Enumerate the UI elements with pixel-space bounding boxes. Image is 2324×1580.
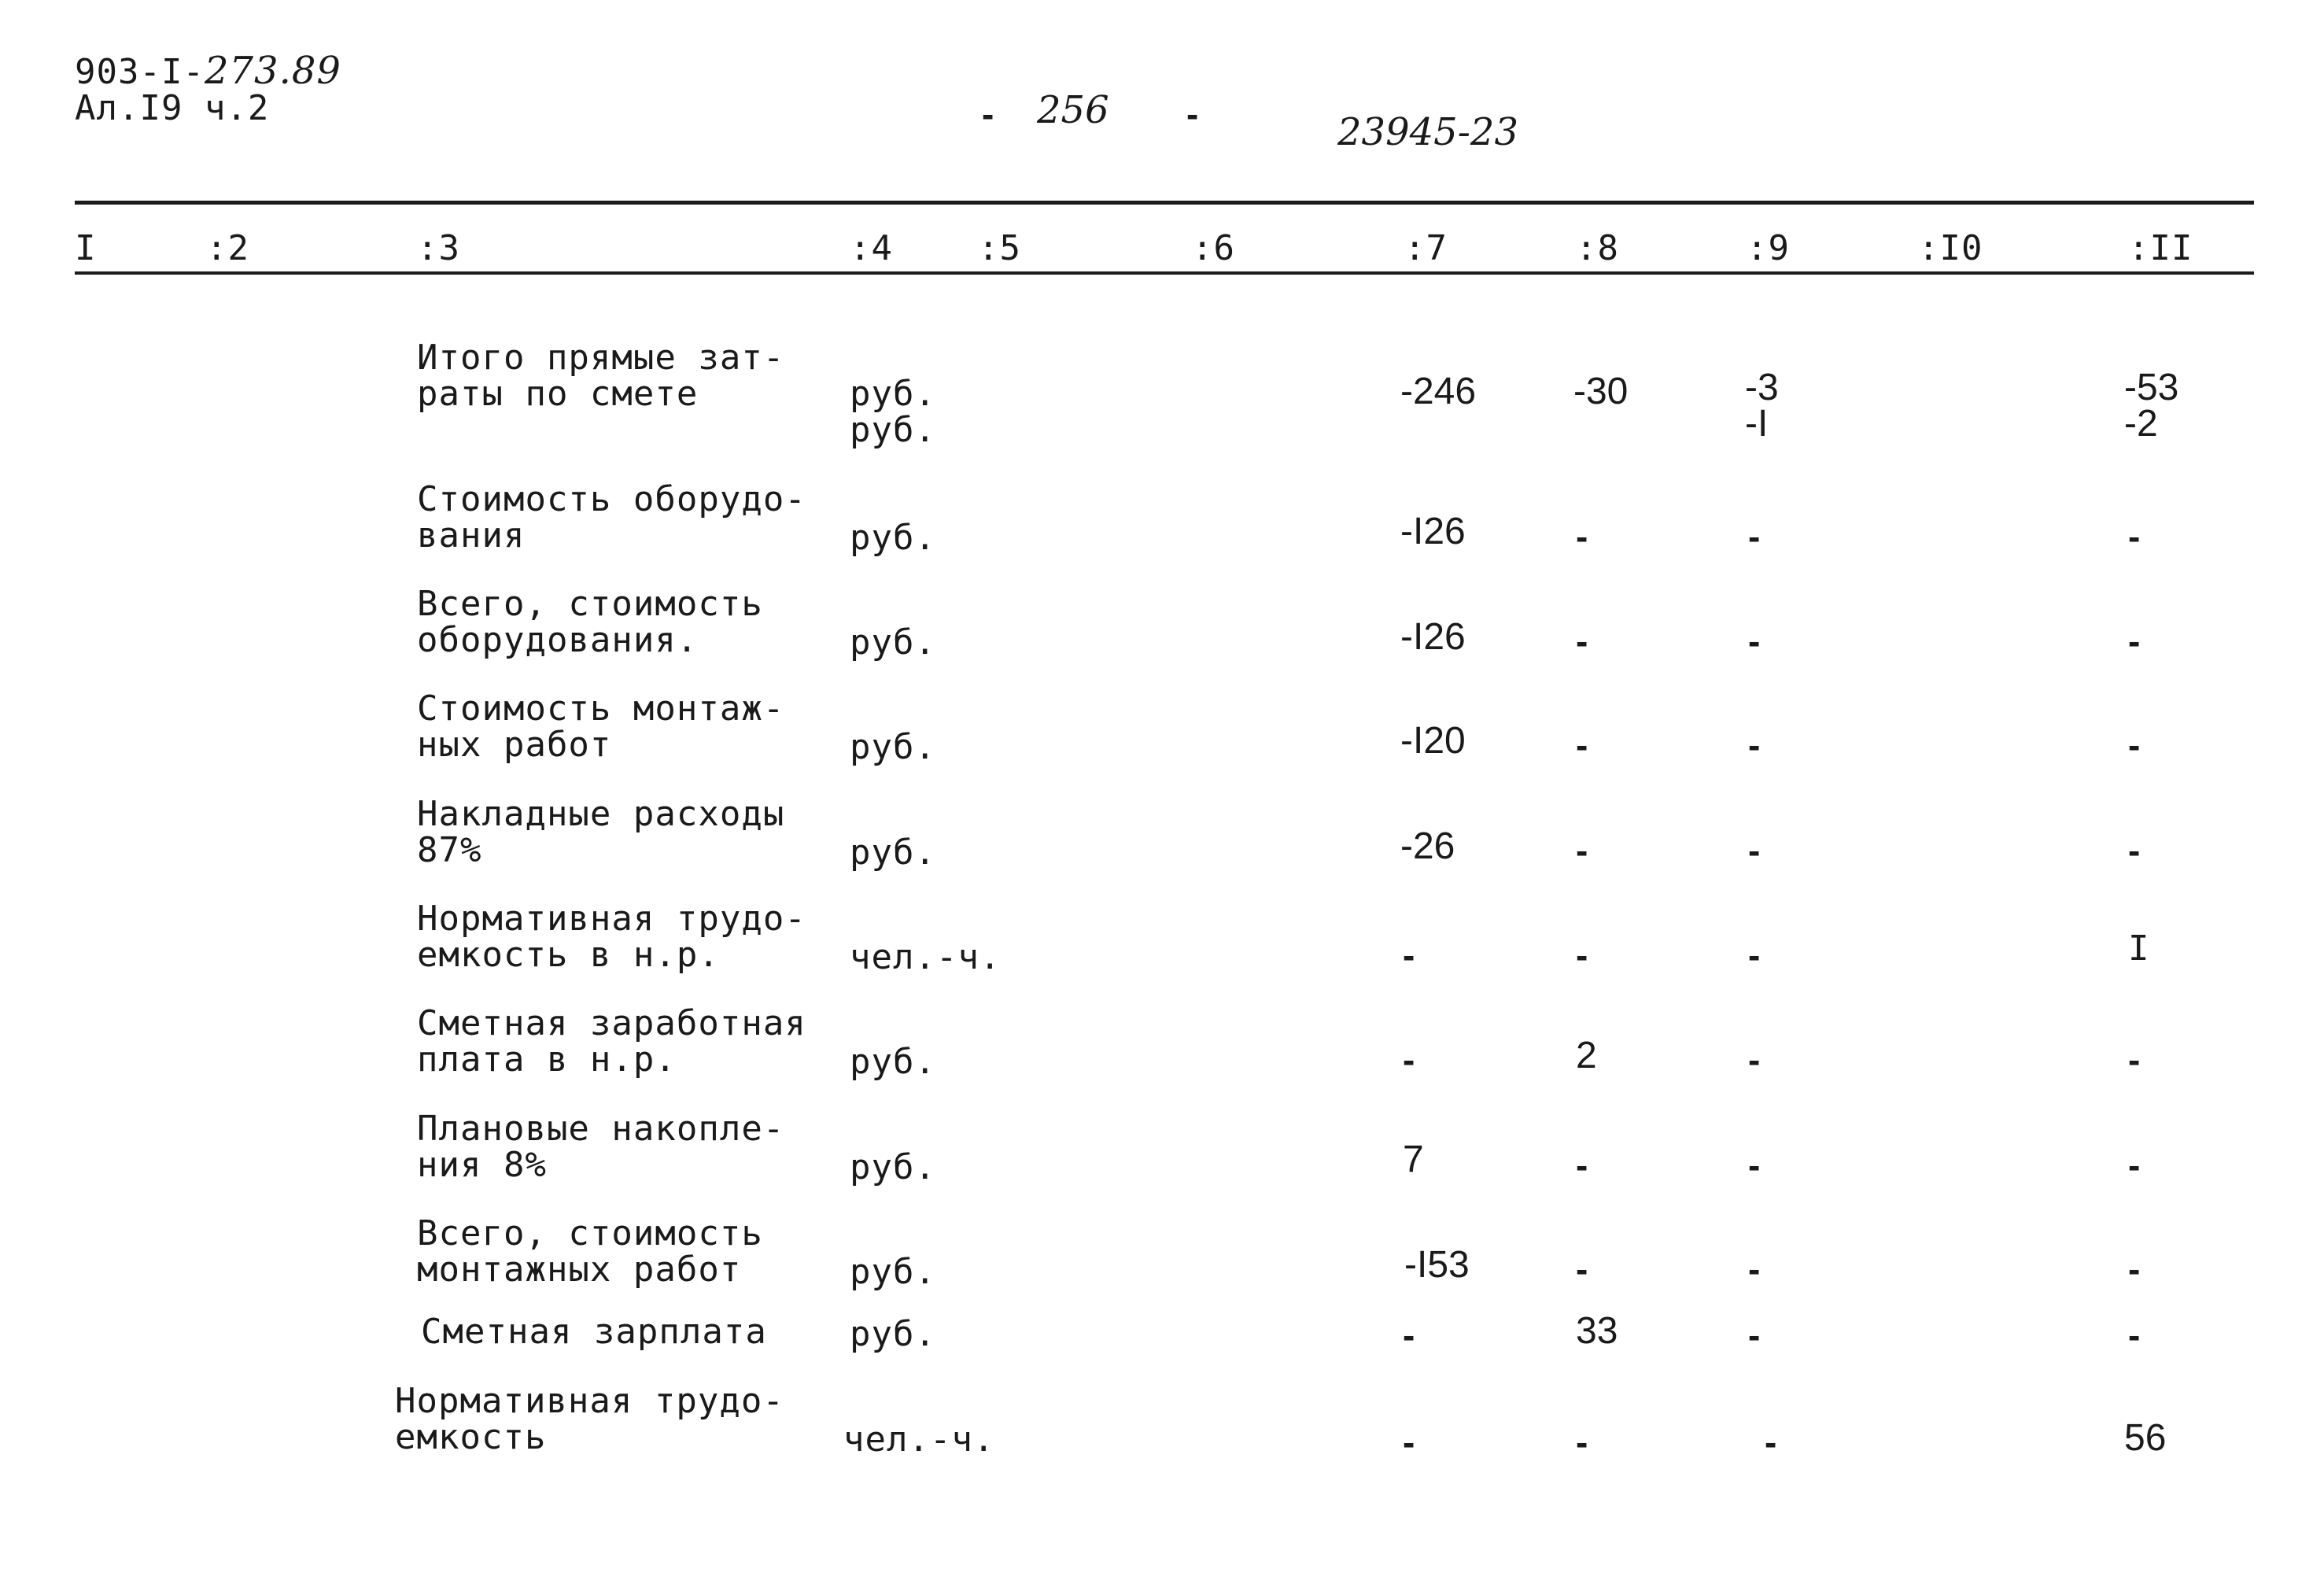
- cell-col9: -: [1748, 1039, 1761, 1080]
- cell-col11: I: [2128, 928, 2150, 969]
- cell-col9: -: [1748, 935, 1761, 976]
- document-code-handwritten: 273.89: [204, 49, 341, 93]
- cell-col7: -I26: [1400, 511, 1466, 552]
- row-description: Всего, стоимость оборудования.: [417, 584, 763, 660]
- row-description: Сметная зарплата: [421, 1312, 767, 1352]
- page-dash-left: -: [982, 94, 994, 135]
- row-description: Сметная заработная плата в н.р.: [417, 1003, 806, 1080]
- cell-col11: -: [2128, 1039, 2141, 1080]
- column-header: :I0: [1918, 228, 1983, 268]
- row-description: Всего, стоимость монтажных работ: [417, 1213, 763, 1290]
- row-unit: руб.: [850, 622, 936, 663]
- cell-col8: -30: [1573, 371, 1629, 412]
- cell-col8: -: [1576, 516, 1588, 557]
- column-header: :3: [417, 228, 460, 268]
- column-header: I: [75, 228, 97, 268]
- cell-col9: -: [1748, 516, 1761, 557]
- cell-col9: -: [1748, 725, 1761, 766]
- row-unit: чел.-ч.: [843, 1419, 995, 1460]
- document-code: [75, 49, 341, 93]
- column-header: :7: [1404, 228, 1448, 268]
- cell-col7: -: [1403, 1039, 1415, 1080]
- column-header: :5: [978, 228, 1021, 268]
- cell-col9: -: [1748, 1145, 1761, 1186]
- cell-col7: -I26: [1400, 616, 1466, 658]
- cell-col11: -: [2128, 621, 2141, 662]
- cell-col7: 7: [1403, 1139, 1424, 1180]
- cell-col11: -: [2128, 725, 2141, 766]
- cell-col8: 2: [1576, 1035, 1597, 1076]
- row-unit: руб.: [850, 1314, 936, 1354]
- row-unit: руб.: [850, 1147, 936, 1187]
- row-description: Стоимость монтаж- ных работ: [417, 688, 785, 765]
- cell-col9: -3 -I: [1745, 367, 1779, 445]
- page-dash-right: -: [1186, 94, 1199, 135]
- column-header: :II: [2128, 228, 2193, 268]
- row-description: Накладные расходы 87%: [417, 794, 785, 870]
- cell-col7: -26: [1400, 825, 1455, 867]
- cell-col9: -: [1748, 830, 1761, 871]
- cell-col8: -: [1576, 1422, 1588, 1463]
- cell-col8: -: [1576, 1249, 1588, 1290]
- cell-col9: -: [1748, 1315, 1761, 1356]
- cell-col8: -: [1576, 935, 1588, 976]
- cell-col8: -: [1576, 830, 1588, 871]
- cell-col11: -: [2128, 1249, 2141, 1290]
- cell-col11: -: [2128, 830, 2141, 871]
- cell-col11: -: [2128, 516, 2141, 557]
- cell-col11: 56: [2124, 1417, 2167, 1459]
- top-rule: [75, 201, 2254, 205]
- cell-col7: -: [1403, 935, 1415, 976]
- column-header: :2: [206, 228, 249, 268]
- column-header: :6: [1192, 228, 1235, 268]
- stamp-number: 23945-23: [1337, 110, 1518, 154]
- row-description: Плановые накопле- ния 8%: [417, 1109, 785, 1185]
- cell-col11: -: [2128, 1145, 2141, 1186]
- row-unit: руб.: [850, 832, 936, 873]
- cell-col8: -: [1576, 725, 1588, 766]
- row-unit: руб.: [850, 727, 936, 767]
- cell-col7: -: [1403, 1422, 1415, 1463]
- row-description: Нормативная трудо- емкость: [395, 1381, 784, 1457]
- page-number: 256: [1037, 88, 1109, 132]
- cell-col11: -53 -2: [2124, 367, 2179, 445]
- row-unit: руб. руб.: [850, 374, 936, 450]
- cell-col7: -I20: [1400, 720, 1466, 762]
- row-description: Нормативная трудо- емкость в н.р.: [417, 899, 806, 975]
- cell-col9: -: [1748, 621, 1761, 662]
- column-header: :4: [850, 228, 893, 268]
- row-unit: руб.: [850, 518, 936, 558]
- row-description: Итого прямые зат- раты по смете: [417, 338, 785, 414]
- cell-col8: -: [1576, 1145, 1588, 1186]
- column-header: :9: [1747, 228, 1790, 268]
- header-rule: [75, 271, 2254, 275]
- cell-col7: -I53: [1404, 1244, 1470, 1286]
- cell-col9: -: [1765, 1422, 1777, 1463]
- cell-col8: -: [1576, 621, 1588, 662]
- cell-col9: -: [1748, 1249, 1761, 1290]
- album-label: Ал.I9 ч.2: [75, 88, 270, 128]
- cell-col8: 33: [1576, 1310, 1618, 1352]
- document-code-printed: 903-I-: [75, 52, 205, 92]
- row-description: Стоимость оборудо- вания: [417, 479, 806, 556]
- row-unit: руб.: [850, 1252, 936, 1292]
- cell-col7: -: [1403, 1315, 1415, 1356]
- column-header: :8: [1576, 228, 1619, 268]
- row-unit: чел.-ч.: [850, 937, 1002, 977]
- cell-col7: -246: [1400, 371, 1477, 412]
- row-unit: руб.: [850, 1042, 936, 1082]
- cell-col11: -: [2128, 1315, 2141, 1356]
